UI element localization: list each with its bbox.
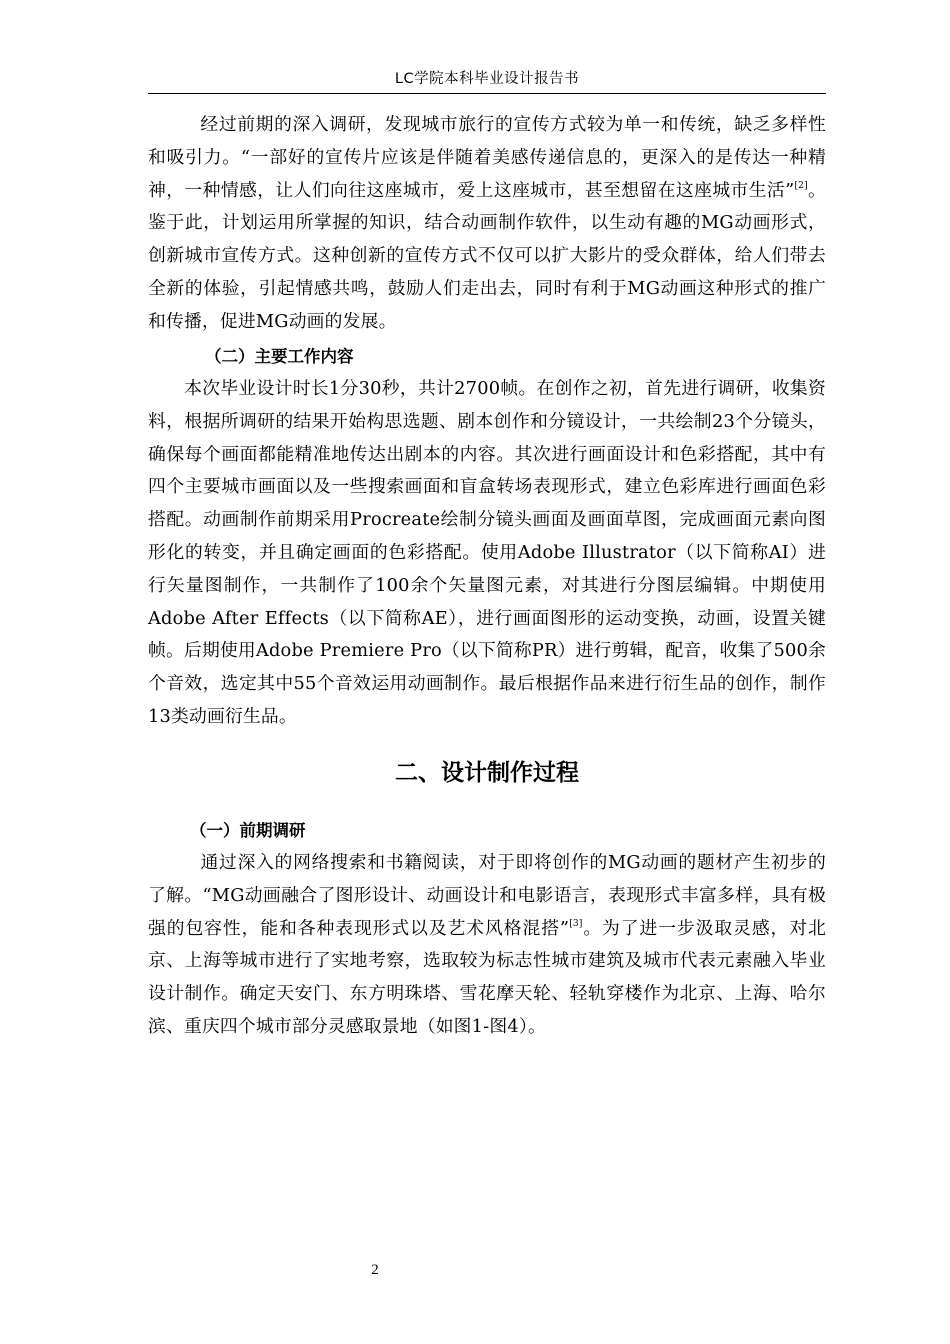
paragraph-text: 。鉴于此，计划运用所掌握的知识，结合动画制作软件，以生动有趣的MG动画形式，创新城市宣传方式。这种创新的宣传方式不仅可以扩大影片的受众群体，给人们带去全新的体验，引起情感共鸣，鼓励人们走出去，同时有利于MG动画这种形式的推广和传播，促进MG动画的发展。 — [148, 179, 827, 332]
citation-ref: [3] — [569, 918, 583, 929]
paragraph-text: 本次毕业设计时长1分30秒，共计2700帧。在创作之初，首先进行调研，收集资料，根据所调研的结果开始构思选题、剧本创作和分镜设计，一共绘制23个分镜头，确保每个画面都能精准地传达出剧本的内容。其次进行画面设计和色彩搭配，其中有四个主要城市画面以及一些搜索画面和盲盒转场表现形式，建立色彩库进行画面色彩搭配。动画制作前期采用Procreate绘制分镜头画面及画面草图，完成画面元素向图形化的转变，并且确定画面的色彩搭配。使用Adobe Illustrator（以下简称AI）进行矢量图制作，一共制作了100余个矢量图元素，对其进行分图层编辑。中期使用Adobe After Effects（以下简称AE），进行画面图形的运动变换，动画，设置关键帧。后期使用Adobe Premiere Pro（以下简称PR）进行剪辑，配音，收集了500余个音效，选定其中55个音效运用动画制作。最后根据作品来进行衍生品的创作，制作13类动画衍生品。 — [148, 378, 826, 727]
section-title: 二、设计制作过程 — [395, 760, 579, 786]
paragraph-text: 经过前期的深入调研，发现城市旅行的宣传方式较为单一和传统，缺乏多样性和吸引力。“一部好的宣传片应该是伴随着美感传递信息的，更深入的是传达一种精神，一种情感，让人们向往这座城市，爱上这座城市，甚至想留在这座城市生活” — [148, 114, 826, 201]
paragraph-text: 通过深入的网络搜索和书籍阅读，对于即将创作的MG动画的题材产生初步的了解。“MG动画融合了图形设计、动画设计和电影语言，表现形式丰富多样，具有极强的包容性，能和各种表现形式以及艺术风格混搭” — [148, 852, 826, 939]
paragraph-preliminary-research — [148, 847, 826, 1044]
page-number: 2 — [371, 1262, 379, 1278]
paragraph-research-background — [148, 109, 826, 339]
header-divider — [148, 93, 826, 94]
subheading-research: （一）前期调研 — [190, 821, 306, 840]
page-header-title: LC学院本科毕业设计报告书 — [394, 71, 580, 87]
subheading-main-work: （二）主要工作内容 — [205, 347, 354, 366]
paragraph-text: 。为了进一步汲取灵感，对北京、上海等城市进行了实地考察，选取较为标志性城市建筑及城市代表元素融入毕业设计制作。确定天安门、东方明珠塔、雪花摩天轮、轻轨穿楼作为北京、上海、哈尔滨、重庆四个城市部分灵感取景地（如图1-图4）。 — [148, 917, 826, 1037]
paragraph-main-work — [148, 373, 826, 734]
citation-ref: [2] — [794, 180, 808, 191]
